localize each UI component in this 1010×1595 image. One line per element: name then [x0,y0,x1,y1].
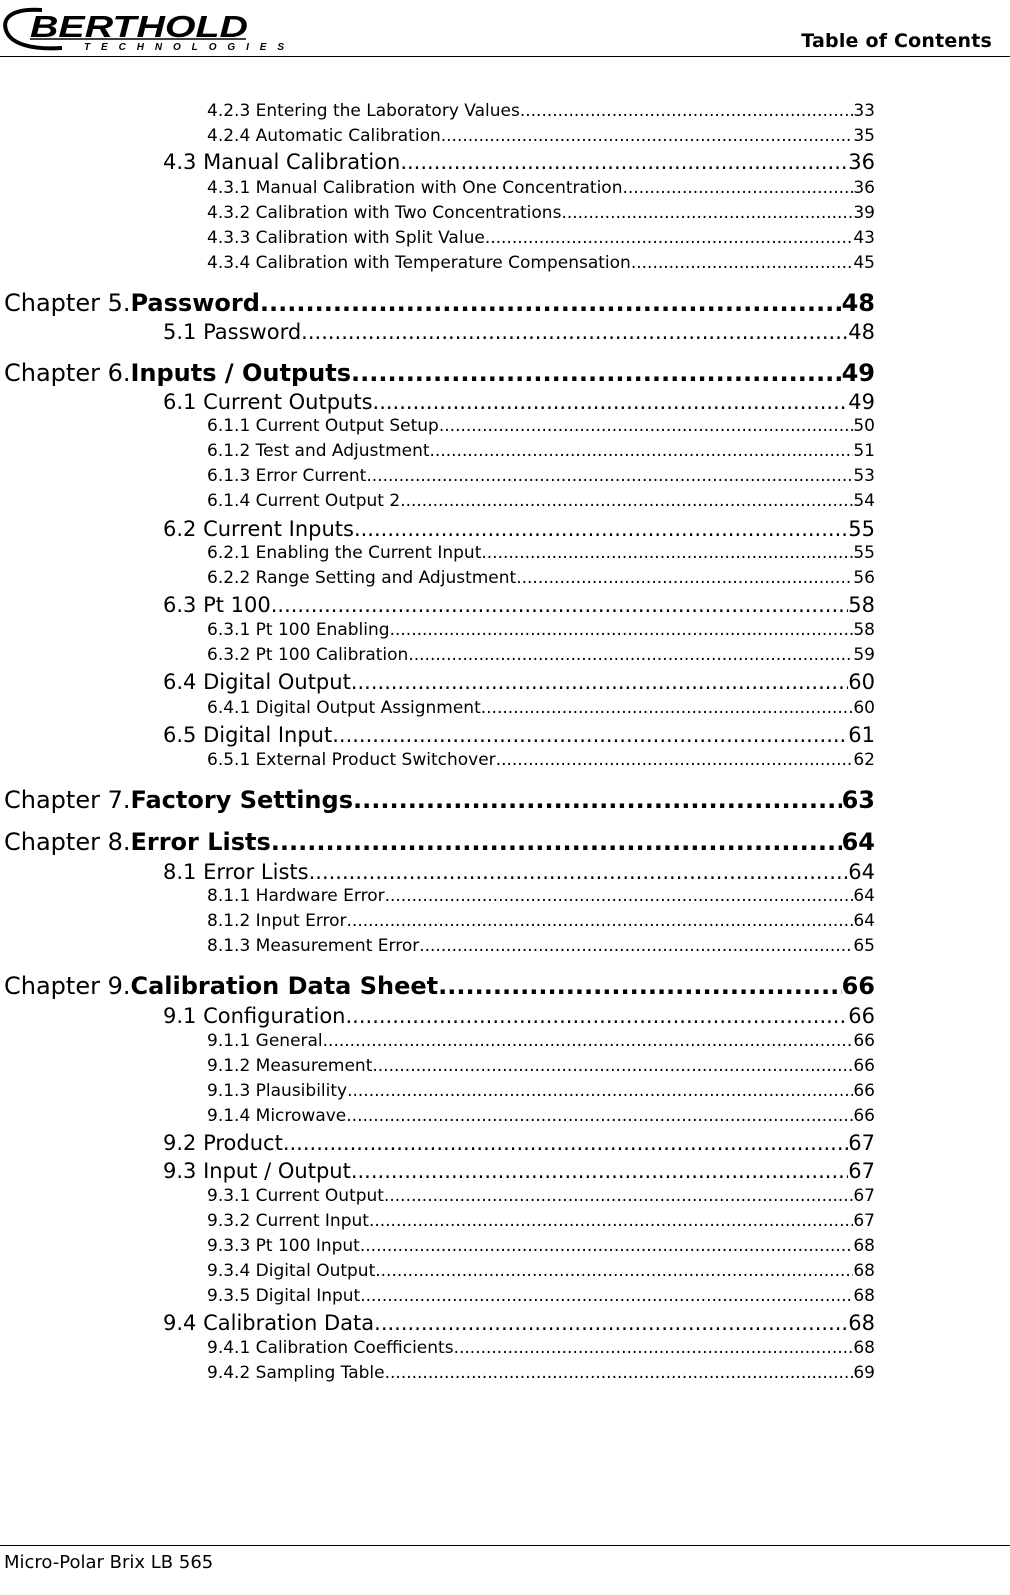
toc-dot-leader [323,1031,854,1051]
logo-wordmark: BERTHOLD [30,9,248,44]
toc-subsection-entry[interactable] [207,936,875,960]
toc-dot-leader [623,178,854,198]
toc-page-number: 66 [853,1106,875,1126]
toc-chapter-prefix: Chapter 5. [4,289,131,317]
toc-page-number: 67 [853,1186,875,1206]
toc-entry-label: 9.3 Input / Output [163,1159,351,1183]
toc-page-number: 60 [853,698,875,718]
toc-subsection-entry[interactable] [207,491,875,515]
page-header [0,0,1010,60]
toc-page-number: 68 [853,1261,875,1281]
toc-dot-leader [271,593,849,617]
toc-section-entry[interactable] [163,1311,875,1339]
toc-section-entry[interactable] [163,1159,875,1187]
toc-page-number: 58 [848,593,875,617]
toc-entry-label: 6.2 Current Inputs [163,517,354,541]
toc-page-number: 48 [848,320,875,344]
toc-entry-label: 4.3.1 Manual Calibration with One Concentration [207,178,623,198]
toc-dot-leader [400,491,853,511]
toc-section-entry[interactable] [163,517,875,545]
toc-dot-leader [351,670,848,694]
toc-page-number: 58 [853,620,875,640]
toc-subsection-entry[interactable] [207,1286,875,1310]
toc-dot-leader [374,1311,848,1335]
toc-entry-label: 6.1.1 Current Output Setup [207,416,439,436]
toc-entry-label: 6.5 Digital Input [163,723,333,747]
toc-page-number: 68 [848,1311,875,1335]
toc-subsection-entry[interactable] [207,441,875,465]
toc-entry-label: 6.3 Pt 100 [163,593,271,617]
toc-entry-label: Calibration Data Sheet [130,972,439,1000]
toc-dot-leader [385,886,854,906]
toc-page-number: 51 [853,441,875,461]
toc-entry-label: 4.3.3 Calibration with Split Value [207,228,485,248]
toc-dot-leader [353,786,842,814]
toc-chapter-prefix: Chapter 7. [4,786,131,814]
toc-page-number: 64 [848,860,875,884]
toc-subsection-entry[interactable] [207,1261,875,1285]
toc-chapter-prefix: Chapter 6. [4,359,131,387]
toc-page-number: 61 [848,723,875,747]
toc-dot-leader [516,568,853,588]
toc-page-number: 36 [848,150,875,174]
toc-subsection-entry[interactable] [207,1106,875,1130]
toc-page-number: 60 [848,670,875,694]
toc-dot-leader [360,1236,854,1256]
toc-entry-label: 6.4 Digital Output [163,670,351,694]
toc-subsection-entry[interactable] [207,620,875,644]
toc-subsection-entry[interactable] [207,1338,875,1362]
toc-section-entry[interactable] [163,723,875,751]
toc-page-number: 68 [853,1286,875,1306]
toc-dot-leader [384,1186,853,1206]
toc-dot-leader [372,1056,853,1076]
toc-dot-leader [485,228,854,248]
toc-chapter-entry[interactable] [4,972,875,1004]
toc-page-number: 53 [853,466,875,486]
toc-entry-label: 9.4.1 Calibration Coefficients [207,1338,454,1358]
footer-product-name: Micro-Polar Brix LB 565 [4,1552,214,1573]
toc-page-number: 48 [841,289,875,317]
toc-dot-leader [346,1106,853,1126]
toc-dot-leader [366,466,853,486]
toc-entry-label: 6.2.1 Enabling the Current Input [207,543,482,563]
toc-dot-leader [631,253,854,273]
toc-entry-label: 9.3.1 Current Output [207,1186,384,1206]
toc-section-entry[interactable] [163,593,875,621]
toc-dot-leader [369,1211,853,1231]
toc-chapter-entry[interactable] [4,828,875,860]
toc-entry-label: 4.3.4 Calibration with Temperature Compensation [207,253,631,273]
toc-page-number: 35 [853,126,875,146]
toc-entry-label: Password [130,289,260,317]
toc-dot-leader [430,441,854,461]
toc-entry-label: 9.3.3 Pt 100 Input [207,1236,360,1256]
toc-dot-leader [271,828,842,856]
toc-entry-label: 6.1.2 Test and Adjustment [207,441,430,461]
toc-dot-leader [351,1159,848,1183]
toc-subsection-entry[interactable] [207,1056,875,1080]
footer-divider [0,1545,1010,1546]
toc-subsection-entry[interactable] [207,466,875,490]
toc-subsection-entry[interactable] [207,1031,875,1055]
toc-page-number: 33 [853,101,875,121]
toc-entry-label: 6.3.1 Pt 100 Enabling [207,620,390,640]
toc-subsection-entry[interactable] [207,568,875,592]
toc-subsection-entry[interactable] [207,416,875,440]
toc-page-number: 55 [848,517,875,541]
toc-dot-leader [561,203,853,223]
toc-page-number: 62 [853,750,875,770]
toc-entry-label: 4.2.3 Entering the Laboratory Values [207,101,520,121]
toc-page-number: 50 [853,416,875,436]
toc-dot-leader [347,1081,853,1101]
toc-dot-leader [441,126,854,146]
toc-entry-label: 8.1 Error Lists [163,860,309,884]
toc-entry-label: 9.2 Product [163,1131,283,1155]
toc-page-number: 56 [853,568,875,588]
toc-entry-label: 9.1.2 Measurement [207,1056,373,1076]
toc-page-number: 68 [853,1236,875,1256]
toc-entry-label: 8.1.3 Measurement Error [207,936,420,956]
toc-page-number: 59 [853,645,875,665]
toc-subsection-entry[interactable] [207,698,875,722]
toc-dot-leader [347,911,854,931]
toc-entry-label: 6.2.2 Range Setting and Adjustment [207,568,517,588]
page-title: Table of Contents [801,30,992,52]
toc-dot-leader [360,1286,853,1306]
toc-dot-leader [481,698,854,718]
toc-dot-leader [373,390,849,414]
toc-entry-label: 9.3.4 Digital Output [207,1261,376,1281]
toc-page-number: 67 [853,1211,875,1231]
toc-entry-label: 8.1.2 Input Error [207,911,347,931]
toc-entry-label: 6.3.2 Pt 100 Calibration [207,645,409,665]
toc-subsection-entry[interactable] [207,1211,875,1235]
toc-dot-leader [496,750,854,770]
toc-page-number: 64 [841,828,875,856]
toc-dot-leader [400,150,848,174]
toc-subsection-entry[interactable] [207,253,875,277]
toc-subsection-entry[interactable] [207,645,875,669]
toc-dot-leader [309,860,849,884]
toc-entry-label: 6.1.4 Current Output 2 [207,491,401,511]
toc-dot-leader [283,1131,848,1155]
toc-dot-leader [301,320,848,344]
toc-subsection-entry[interactable] [207,1081,875,1105]
toc-entry-label: 9.1.3 Plausibility [207,1081,348,1101]
toc-page-number: 66 [848,1004,875,1028]
toc-page-number: 43 [853,228,875,248]
toc-chapter-prefix: Chapter 9. [4,972,131,1000]
toc-entry-label: 9.3.2 Current Input [207,1211,369,1231]
toc-dot-leader [385,1363,854,1383]
toc-subsection-entry[interactable] [207,101,875,125]
toc-page-number: 65 [853,936,875,956]
toc-dot-leader [408,645,853,665]
toc-page-number: 64 [853,886,875,906]
toc-page-number: 66 [853,1031,875,1051]
toc-entry-label: 4.2.4 Automatic Calibration [207,126,441,146]
toc-chapter-prefix: Chapter 8. [4,828,131,856]
toc-entry-label: 9.1.4 Microwave [207,1106,347,1126]
toc-subsection-entry[interactable] [207,911,875,935]
toc-dot-leader [375,1261,853,1281]
toc-subsection-entry[interactable] [207,203,875,227]
toc-subsection-entry[interactable] [207,1186,875,1210]
toc-page-number: 39 [853,203,875,223]
toc-subsection-entry[interactable] [207,886,875,910]
toc-dot-leader [439,416,854,436]
toc-page-number: 54 [853,491,875,511]
toc-entry-label: 5.1 Password [163,320,302,344]
toc-page-number: 68 [853,1338,875,1358]
toc-page-number: 63 [841,786,875,814]
toc-section-entry[interactable] [163,320,875,348]
toc-subsection-entry[interactable] [207,228,875,252]
toc-chapter-entry[interactable] [4,359,875,391]
toc-subsection-entry[interactable] [207,126,875,150]
toc-dot-leader [332,723,848,747]
toc-page-number: 64 [853,911,875,931]
toc-dot-leader [260,289,842,317]
toc-dot-leader [419,936,853,956]
toc-subsection-entry[interactable] [207,178,875,202]
toc-page-number: 66 [841,972,875,1000]
toc-entry-label: 9.4.2 Sampling Table [207,1363,385,1383]
toc-section-entry[interactable] [163,150,875,178]
toc-entry-label: Error Lists [130,828,271,856]
berthold-logo [2,4,302,54]
toc-page-number: 69 [853,1363,875,1383]
toc-subsection-entry[interactable] [207,1236,875,1260]
toc-subsection-entry[interactable] [207,1363,875,1387]
toc-subsection-entry[interactable] [207,750,875,774]
toc-entry-label: 9.1.1 General [207,1031,323,1051]
header-divider [0,56,1010,57]
toc-entry-label: 6.5.1 External Product Switchover [207,750,496,770]
toc-dot-leader [454,1338,854,1358]
toc-entry-label: 4.3.2 Calibration with Two Concentrations [207,203,562,223]
toc-dot-leader [390,620,854,640]
toc-section-entry[interactable] [163,670,875,698]
toc-page-number: 49 [841,359,875,387]
toc-subsection-entry[interactable] [207,543,875,567]
toc-dot-leader [438,972,841,1000]
toc-page-number: 36 [853,178,875,198]
toc-page-number: 66 [853,1081,875,1101]
toc-entry-label: 6.1 Current Outputs [163,390,373,414]
toc-section-entry[interactable] [163,1131,875,1159]
toc-dot-leader [351,359,842,387]
toc-section-entry[interactable] [163,390,875,418]
toc-page-number: 55 [853,543,875,563]
toc-chapter-entry[interactable] [4,786,875,818]
toc-entry-label: 4.3 Manual Calibration [163,150,401,174]
toc-entry-label: 8.1.1 Hardware Error [207,886,385,906]
toc-section-entry[interactable] [163,860,875,888]
toc-dot-leader [520,101,854,121]
toc-dot-leader [481,543,853,563]
toc-dot-leader [346,1004,849,1028]
toc-page-number: 66 [853,1056,875,1076]
toc-entry-label: 9.1 Configuration [163,1004,346,1028]
toc-entry-label: Factory Settings [130,786,353,814]
toc-entry-label: Inputs / Outputs [130,359,351,387]
toc-page-number: 67 [848,1131,875,1155]
toc-chapter-entry[interactable] [4,289,875,321]
toc-entry-label: 9.4 Calibration Data [163,1311,375,1335]
logo-subtext: TECHNOLOGIES [84,42,284,53]
toc-page-number: 49 [848,390,875,414]
toc-page-number: 45 [853,253,875,273]
toc-entry-label: 6.1.3 Error Current [207,466,367,486]
toc-section-entry[interactable] [163,1004,875,1032]
toc-entry-label: 6.4.1 Digital Output Assignment [207,698,481,718]
toc-page-number: 67 [848,1159,875,1183]
toc-dot-leader [354,517,848,541]
toc-entry-label: 9.3.5 Digital Input [207,1286,361,1306]
